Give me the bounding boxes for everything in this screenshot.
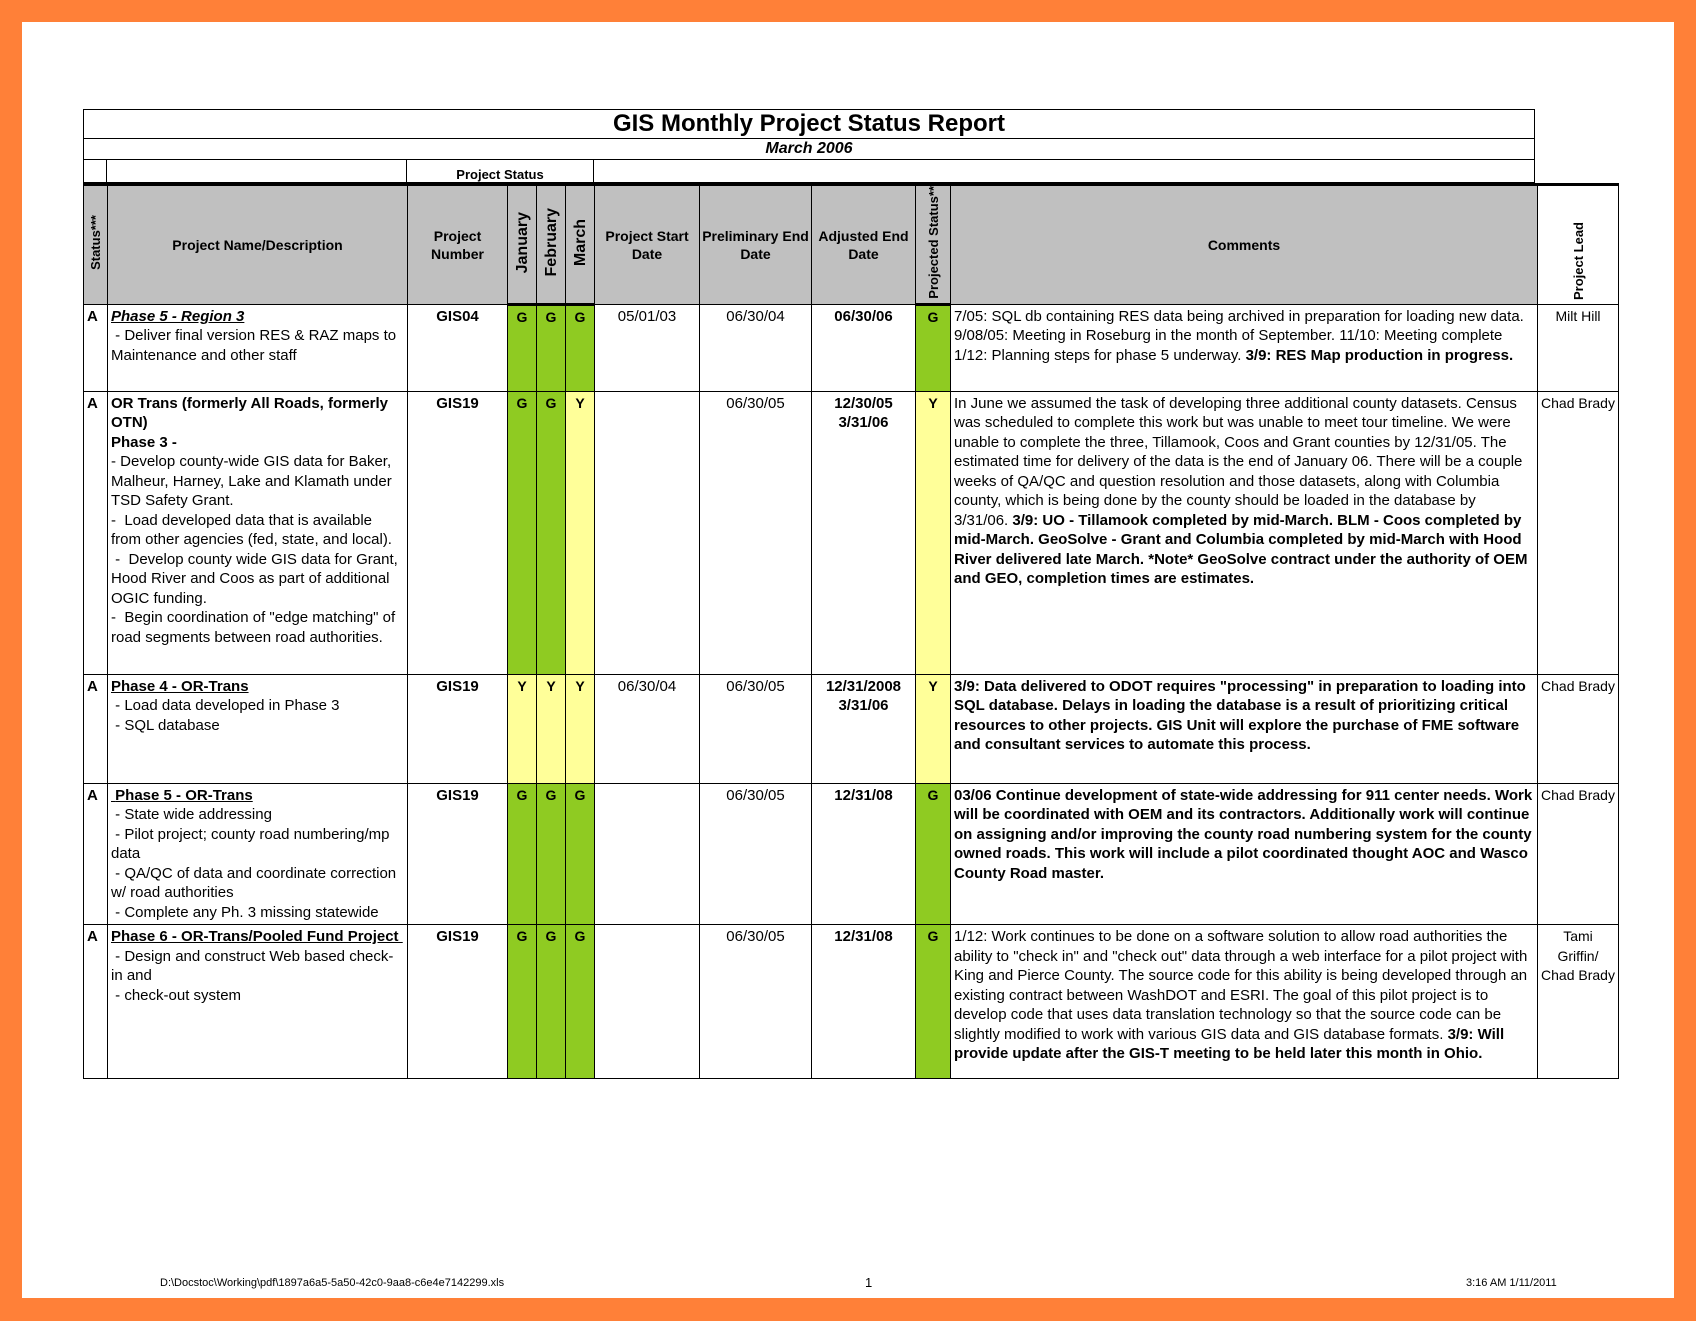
comments-cell bbox=[951, 391, 1538, 674]
col-january-header: January bbox=[508, 185, 537, 305]
month-status-mar: G bbox=[566, 925, 595, 1079]
column-group-band bbox=[84, 160, 1534, 182]
project-name-cell bbox=[108, 674, 408, 783]
report-header bbox=[83, 109, 1535, 183]
adjusted-end-date bbox=[812, 925, 916, 1079]
comment-update: 03/06 Continue development of state-wide addressing for 911 center needs. Work will be coordinated with OEM and its contractors. Additionally work will continue on assigning and/or improving the county road numbering system for the county owned roads. This work will include a pilot coordinated thought AOC and Wasco County Road master. bbox=[954, 786, 1533, 882]
comment-text: In June we assumed the task of developing three additional county datasets. Census was scheduled to complete this work but was unable to meet tour timeline. We were unable to complete the three, Tillamook, Coos and Grant counties by 12/31/05. The estimated time for delivery of the data is the end of January 06. There will be a couple weeks of QA/QC and question resolution and those datasets, along with Columbia county, which is being done by the county should be loaded in the database by 3/31/06. bbox=[954, 394, 1523, 529]
col-name-header: Project Name/Description bbox=[108, 185, 408, 305]
projected-status: G bbox=[916, 783, 951, 925]
adjusted-end-date bbox=[812, 674, 916, 783]
project-name-cell bbox=[108, 391, 408, 674]
preliminary-end-date: 06/30/05 bbox=[700, 391, 812, 674]
month-status-jan: G bbox=[508, 783, 537, 925]
footer-page-number: 1 bbox=[865, 1275, 873, 1290]
project-description-line: - SQL database bbox=[111, 716, 220, 734]
status-report bbox=[83, 109, 1618, 1079]
project-number: GIS19 bbox=[408, 674, 508, 783]
comments-cell bbox=[951, 674, 1538, 783]
project-status-group-label: Project Status bbox=[407, 160, 594, 182]
project-description-line: - Develop county-wide GIS data for Baker, Malheur, Harney, Lake and Klamath under TSD Safety Grant. bbox=[111, 453, 396, 510]
project-number: GIS04 bbox=[408, 304, 508, 391]
comment-update: 3/9: Will provide update after the GIS-T meeting to be held later this month in Ohio. bbox=[954, 1025, 1505, 1063]
comments-cell bbox=[951, 783, 1538, 925]
adjusted-end-date bbox=[812, 783, 916, 925]
report-subtitle: March 2006 bbox=[84, 139, 1534, 160]
comment-update: 3/9: RES Map production in progress. bbox=[1245, 346, 1514, 364]
row-status: A bbox=[84, 925, 108, 1079]
adjusted-end-date bbox=[812, 304, 916, 391]
project-phase: Phase 3 - bbox=[111, 433, 177, 451]
project-description-line: - Develop county wide GIS data for Grant, Hood River and Coos as part of additional OGIC funding. bbox=[111, 550, 402, 607]
table-row bbox=[84, 391, 1619, 674]
project-title: Phase 5 - OR-Trans bbox=[111, 786, 253, 804]
row-status: A bbox=[84, 391, 108, 674]
adjusted-date-line: 12/30/05 bbox=[834, 394, 893, 412]
comments-cell bbox=[951, 304, 1538, 391]
month-status-mar: Y bbox=[566, 674, 595, 783]
project-lead: Tami Griffin/ Chad Brady bbox=[1538, 925, 1619, 1079]
col-lead-header: Project Lead bbox=[1538, 185, 1619, 305]
comment-text: 7/05: SQL db containing RES data being archived in preparation for loading new data. 9/08/05: Meeting in Roseburg in the month of September. 11/10: Meeting complete 1/12: Planning steps for phase 5 underway. bbox=[954, 307, 1524, 364]
table-row bbox=[84, 304, 1619, 391]
col-february-header: February bbox=[537, 185, 566, 305]
adjusted-date-line: 06/30/06 bbox=[834, 307, 893, 325]
month-status-jan: Y bbox=[508, 674, 537, 783]
projected-status: Y bbox=[916, 674, 951, 783]
project-name-cell bbox=[108, 925, 408, 1079]
project-start-date: 05/01/03 bbox=[595, 304, 700, 391]
footer-file-path: D:\Docstoc\Working\pdf\1897a6a5-5a50-42c0-9aa8-c6e4e7142299.xls bbox=[160, 1277, 505, 1289]
adjusted-date-line: 12/31/08 bbox=[834, 786, 893, 804]
report-page bbox=[22, 22, 1674, 1298]
project-description-line: - Load developed data that is available from other agencies (fed, state, and local). bbox=[111, 511, 392, 549]
preliminary-end-date: 06/30/05 bbox=[700, 783, 812, 925]
month-status-mar: G bbox=[566, 783, 595, 925]
col-start-header: Project Start Date bbox=[595, 185, 700, 305]
col-comments-header: Comments bbox=[951, 185, 1538, 305]
project-number: GIS19 bbox=[408, 925, 508, 1079]
project-description-line: - Design and construct Web based check-in and bbox=[111, 947, 394, 985]
project-title: Phase 6 - OR-Trans/Pooled Fund Project bbox=[111, 928, 403, 946]
table-row bbox=[84, 925, 1619, 1079]
project-title: OR Trans (formerly All Roads, formerly OTN) bbox=[111, 394, 393, 432]
month-status-mar: Y bbox=[566, 391, 595, 674]
project-description-line: - Deliver final version RES & RAZ maps to Maintenance and other staff bbox=[111, 327, 401, 364]
projected-status: G bbox=[916, 925, 951, 1079]
status-table bbox=[83, 183, 1619, 1079]
col-adjusted-header: Adjusted End Date bbox=[812, 185, 916, 305]
project-name-cell bbox=[108, 783, 408, 925]
project-start-date bbox=[595, 925, 700, 1079]
project-lead: Chad Brady bbox=[1538, 783, 1619, 925]
col-prelim-header: Preliminary End Date bbox=[700, 185, 812, 305]
project-start-date bbox=[595, 391, 700, 674]
month-status-feb: G bbox=[537, 925, 566, 1079]
project-number: GIS19 bbox=[408, 391, 508, 674]
month-status-feb: G bbox=[537, 391, 566, 674]
month-status-jan: G bbox=[508, 391, 537, 674]
adjusted-date-line: 3/31/06 bbox=[838, 414, 889, 432]
project-description-line: - Pilot project; county road numbering/mp data bbox=[111, 825, 394, 863]
project-number: GIS19 bbox=[408, 783, 508, 925]
month-status-feb: G bbox=[537, 783, 566, 925]
project-description-line: - QA/QC of data and coordinate correction w/ road authorities bbox=[111, 864, 401, 902]
report-title: GIS Monthly Project Status Report bbox=[84, 110, 1534, 139]
preliminary-end-date: 06/30/05 bbox=[700, 674, 812, 783]
project-title: Phase 5 - Region 3 bbox=[111, 307, 245, 325]
header-row bbox=[84, 185, 1619, 305]
row-status: A bbox=[84, 783, 108, 925]
table-row bbox=[84, 674, 1619, 783]
project-description-line: - check-out system bbox=[111, 986, 242, 1004]
project-title: Phase 4 - OR-Trans bbox=[111, 677, 249, 695]
project-lead: Chad Brady bbox=[1538, 674, 1619, 783]
col-projected-header: Projected Status** bbox=[916, 185, 951, 305]
table-row bbox=[84, 783, 1619, 925]
month-status-jan: G bbox=[508, 925, 537, 1079]
preliminary-end-date: 06/30/05 bbox=[700, 925, 812, 1079]
comment-update: 3/9: Data delivered to ODOT requires "processing" in preparation to loading into SQL database. Delays in loading the database is a result of prioritizing critical resources to other projects. GIS Unit will explore the purchase of FME software and consultant services to automate this process. bbox=[954, 677, 1526, 754]
month-status-feb: Y bbox=[537, 674, 566, 783]
projected-status: Y bbox=[916, 391, 951, 674]
project-name-cell bbox=[108, 304, 408, 391]
preliminary-end-date: 06/30/04 bbox=[700, 304, 812, 391]
adjusted-date-line: 3/31/06 bbox=[838, 697, 889, 715]
col-status-header: Status*** bbox=[84, 185, 108, 305]
project-description-line: - Complete any Ph. 3 missing statewide bbox=[111, 903, 379, 921]
month-status-mar: G bbox=[566, 304, 595, 391]
footer-timestamp: 3:16 AM 1/11/2011 bbox=[1466, 1277, 1557, 1289]
col-march-header: March bbox=[566, 185, 595, 305]
project-start-date: 06/30/04 bbox=[595, 674, 700, 783]
comment-text: 1/12: Work continues to be done on a software solution to allow road authorities the ability to "check in" and "check out" data through a web interface for a pilot project with King and Pierce County. The source code for this ability is being developed through an existing contract between WashDOT and ESRI. The goal of this pilot project is to develop code that uses data translation technology so that the source code can be slightly modified to work with various GIS data and GIS database formats. bbox=[954, 928, 1528, 1043]
adjusted-date-line: 12/31/2008 bbox=[825, 677, 902, 695]
comments-cell bbox=[951, 925, 1538, 1079]
comment-update: 3/9: UO - Tillamook completed by mid-March. BLM - Coos completed by mid-March. GeoSolve - Grant and Columbia completed by mid-March with Hood River delivered late March. *Note* GeoSolve contract under the authority of OEM and GEO, completion times are estimates. bbox=[954, 511, 1528, 588]
project-description-line: - Begin coordination of "edge matching" of road segments between road authorities. bbox=[111, 609, 400, 646]
project-lead: Chad Brady bbox=[1538, 391, 1619, 674]
row-status: A bbox=[84, 304, 108, 391]
adjusted-end-date bbox=[812, 391, 916, 674]
projected-status: G bbox=[916, 304, 951, 391]
project-description-line: - Load data developed in Phase 3 bbox=[111, 697, 340, 715]
month-status-jan: G bbox=[508, 304, 537, 391]
row-status: A bbox=[84, 674, 108, 783]
project-start-date bbox=[595, 783, 700, 925]
project-description-line: - State wide addressing bbox=[111, 806, 272, 824]
col-number-header: Project Number bbox=[408, 185, 508, 305]
month-status-feb: G bbox=[537, 304, 566, 391]
adjusted-date-line: 12/31/08 bbox=[834, 928, 893, 946]
project-lead: Milt Hill bbox=[1538, 304, 1619, 391]
